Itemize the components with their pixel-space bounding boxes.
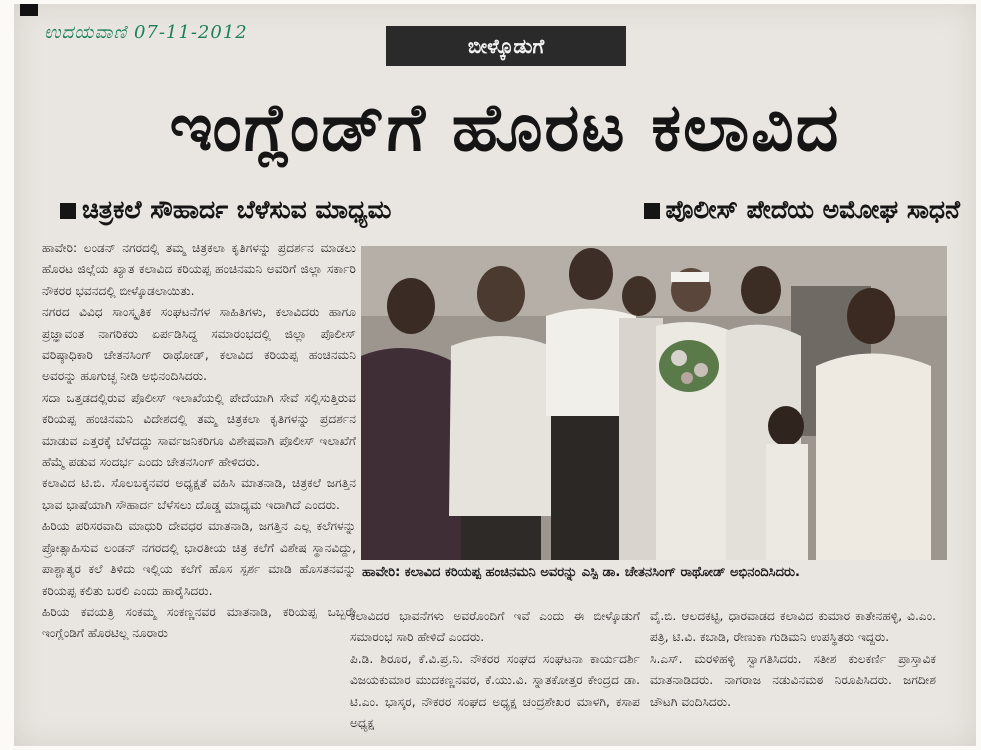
photo-illustration <box>361 246 947 560</box>
subheadings <box>60 190 960 230</box>
paragraph: ಹಿರಿಯ ಕವಯತ್ರಿ ಸಂಕಮ್ಮ ಸಂಕಣ್ಣನವರ ಮಾತನಾಡಿ, ಕರಿಯಪ್ಪ ಒಬ್ಬರೇ ಇಂಗ್ಲೆಂಡಿಗೆ ಹೊರಟಿಲ್ಲ ನೂರಾರು <box>42 604 356 641</box>
paragraph: ವೈ.ಬಿ. ಆಲದಕಟ್ಟಿ, ಧಾರವಾಡದ ಕಲಾವಿದ ಕುಮಾರ ಕಾತೇನಹಳ್ಳಿ, ವಿ.ಎಂ. ಪತ್ರಿ, ಟಿ.ವಿ. ಕಬಾಡಿ, ರೇಣುಕಾ ಗುಡಿಮನಿ ಉಪಸ್ಥಿತರು ಇದ್ದರು. <box>650 609 936 645</box>
photo-caption: ಹಾವೇರಿ: ಕಲಾವಿದ ಕರಿಯಪ್ಪ ಹಂಚಿನಮನಿ ಅವರನ್ನು ಎಸ್ಪಿ ಡಾ. ಚೇತನಸಿಂಗ್ ರಾಥೋಡ್ ಅಭಿನಂದಿಸಿದರು. <box>362 565 800 580</box>
paragraph: ಸದಾ ಒತ್ತಡದಲ್ಲಿರುವ ಪೊಲೀಸ್ ಇಲಾಖೆಯಲ್ಲಿ ಪೇದೆಯಾಗಿ ಸೇವೆ ಸಲ್ಲಿಸುತ್ತಿರುವ ಕರಿಯಪ್ಪ ಹಂಚಿನಮನಿ ವಿದೇಶದಲ್ಲಿ ತಮ್ಮ ಚಿತ್ರಕಲಾ ಕೃತಿಗಳನ್ನು ಪ್ರದರ್ಶನ ಮಾಡುವ ಎತ್ತರಕ್ಕೆ ಬೆಳೆದದ್ದು ಸಾರ್ವಜನಿಕರಿಗೂ ವಿಶೇಷವಾಗಿ ಪೊಲೀಸ್ ಇಲಾಖೆಗೆ ಹೆಮ್ಮೆ ಪಡುವ ಸಂದರ್ಭ ಎಂದು ಚೇತನಸಿಂಗ್ ಹೇಳಿದರು. <box>42 390 356 470</box>
subheading-1 <box>60 195 391 225</box>
article-column-right <box>650 606 936 738</box>
section-tag: ಬೀಳ್ಕೊಡುಗೆ <box>386 26 626 66</box>
flower-bouquet <box>659 340 719 392</box>
article-column-middle <box>350 606 640 738</box>
paragraph: ನಗರದ ವಿವಿಧ ಸಾಂಸ್ಕೃತಿಕ ಸಂಘಟನೆಗಳ ಸಾಹಿತಿಗಳು, ಕಲಾವಿದರು ಹಾಗೂ ಪ್ರಜ್ಞಾವಂತ ನಾಗರಿಕರು ಏರ್ಪಡಿಸಿದ್ದ ಸಮಾರಂಭದಲ್ಲಿ ಜಿಲ್ಲಾ ಪೊಲೀಸ್ ವರಿಷ್ಠಾಧಿಕಾರಿ ಚೇತನಸಿಂಗ್ ರಾಥೋಡ್, ಕಲಾವಿದ ಕರಿಯಪ್ಪ ಹಂಚಿನಮನಿ ಅವರನ್ನು ಹೂಗುಚ್ಛ ನೀಡಿ ಅಭಿನಂದಿಸಿದರು. <box>42 305 356 384</box>
bullet-square-icon <box>60 203 76 219</box>
paragraph: ಹಾವೇರಿ: ಲಂಡನ್ ನಗರದಲ್ಲಿ ತಮ್ಮ ಚಿತ್ರಕಲಾ ಕೃತಿಗಳನ್ನು ಪ್ರದರ್ಶನ ಮಾಡಲು ಹೊರಟ ಜಿಲ್ಲೆಯ ಖ್ಯಾತ ಕಲಾವಿದ ಕರಿಯಪ್ಪ ಹಂಚಿನಮನಿ ಅವರಿಗೆ ಜಿಲ್ಲಾ ಸರ್ಕಾರಿ ನೌಕರರ ಭವನದಲ್ಲಿ ಬೀಳ್ಕೊಡಲಾಯಿತು. <box>42 241 356 298</box>
subheading-1-text: ಚಿತ್ರಕಲೆ ಸೌಹಾರ್ದ ಬೆಳೆಸುವ ಮಾಧ್ಯಮ <box>82 195 392 224</box>
paragraph: ಕಲಾವಿದ ಟಿ.ಬಿ. ಸೊಲಬಕ್ಕನವರ ಅಧ್ಯಕ್ಷತೆ ವಹಿಸಿ ಮಾತನಾಡಿ, ಚಿತ್ರಕಲೆ ಜಗತ್ತಿನ ಭಾವ ಭಾಷೆಯಾಗಿ ಸೌಹಾರ್ದ ಬೆಳೆಸಲು ದೊಡ್ಡ ಮಾಧ್ಯಮ ಇದಾಗಿದೆ ಎಂದರು. <box>42 476 356 512</box>
headline: ಇಂಗ್ಲೆಂಡ್‌ಗೆ ಹೊರಟ ಕಲಾವಿದ <box>169 88 841 166</box>
corner-mark <box>20 4 38 16</box>
article-column-left <box>42 238 356 738</box>
paragraph: ಸಿ.ಎಸ್. ಮರಳಿಹಳ್ಳಿ ಸ್ವಾಗತಿಸಿದರು. ಸತೀಶ ಕುಲಕರ್ಣಿ ಪ್ರಾಸ್ತಾವಿಕ ಮಾತನಾಡಿದರು. ನಾಗರಾಜ ನಡುವಿನಮಠ ನಿರೂಪಿಸಿದರು. ಜಗದೀಶ ಚೌಟಗಿ ವಂದಿಸಿದರು. <box>650 651 936 709</box>
handwritten-date-note: ಉದಯವಾಣಿ 07-11-2012 <box>44 22 248 43</box>
paragraph: ಕಲಾವಿದರ ಭಾವನೆಗಳು ಅವರೊಂದಿಗೆ ಇವೆ ಎಂದು ಈ ಬೀಳ್ಕೊಡುಗೆ ಸಮಾರಂಭ ಸಾರಿ ಹೇಳಿದೆ ಎಂದರು. <box>350 609 640 645</box>
news-photo <box>361 246 947 560</box>
subheading-2 <box>644 195 961 225</box>
person-child <box>766 406 808 560</box>
paragraph: ಪಿ.ಡಿ. ಶಿರೂರ, ಕೆ.ವಿ.ಪ್ರ.ನಿ. ನೌಕರರ ಸಂಘದ ಸಂಘಟನಾ ಕಾರ್ಯದರ್ಶಿ ವಿಜಯಕುಮಾರ ಮುದಕಣ್ಣನವರ, ಕೆ.ಯು.ವಿ. ಸ್ನಾತಕೋತ್ತರ ಕೇಂದ್ರದ ಡಾ. ಟಿ.ಎಂ. ಭಾಸ್ಕರ, ನೌಕರರ ಸಂಘದ ಅಧ್ಯಕ್ಷ ಚಂದ್ರಶೇಖರ ಮಾಳಗಿ, ಕಸಾಪ ಅಧ್ಯಕ್ಷ <box>350 651 640 731</box>
subheading-2-text: ಪೊಲೀಸ್ ಪೇದೆಯ ಅಮೋಘ ಸಾಧನೆ <box>665 195 960 224</box>
bullet-square-icon <box>644 203 660 219</box>
paragraph: ಹಿರಿಯ ಪರಿಸರವಾದಿ ಮಾಧುರಿ ದೇವಧರ ಮಾತನಾಡಿ, ಜಗತ್ತಿನ ಎಲ್ಲ ಕಲೆಗಳನ್ನು ಪ್ರೋತ್ಸಾಹಿಸುವ ಲಂಡನ್ ನಗರದಲ್ಲಿ ಭಾರತೀಯ ಚಿತ್ರ ಕಲೆಗೆ ವಿಶೇಷ ಸ್ಥಾನವಿದ್ದು, ಪಾಶ್ಚಾತ್ಯರ ಕಲೆ ತಿಳಿದು ಇಲ್ಲಿಯ ಕಲೆಗೆ ಹೊಸ ಸ್ಪರ್ಶ ಮಾಡಿ ಹೊಸತನವನ್ನು ಕರಿಯಪ್ಪ ಕಲಿತು ಬರಲಿ ಎಂದು ಹಾರೈಸಿದರು. <box>42 519 356 598</box>
